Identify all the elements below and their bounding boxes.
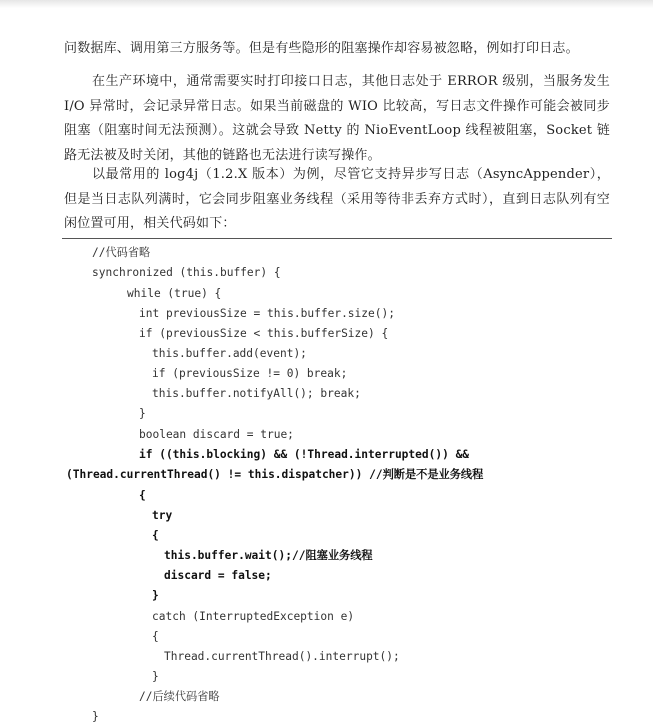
code-line-3: while (true) { — [127, 287, 222, 300]
code-line-9: } — [139, 407, 146, 420]
paragraph-2: 在生产环境中，通常需要实时打印接口日志，其他日志处于 ERROR 级别，当服务发生 I/O 异常时，会记录异常日志。如果当前磁盘的 WIO 比较高，写日志文件操作可能会被同步阻塞（阻塞时间无法预测）。这就会导致 Netty 的 NioEventLoop 线程被阻塞，Socket 链路无法被及时关闭，其他的链路也无法进行读写操作。 — [64, 74, 610, 163]
code-line-5: if (previousSize < this.bufferSize) { — [139, 327, 389, 340]
code-line-20: { — [152, 630, 159, 643]
code-line-2: synchronized (this.buffer) { — [92, 266, 281, 279]
code-line-24: } — [92, 710, 99, 723]
paragraph-3: 以最常用的 log4j（1.2.X 版本）为例，尽管它支持异步写日志（AsyncAppender），但是当日志队列满时，它会同步阻塞业务线程（采用等待非丢弃方式时），直到日志队列有空闲位置可用，相关代码如下： — [64, 167, 610, 231]
code-line-19: catch (InterruptedException e) — [152, 610, 355, 623]
code-line-22: } — [152, 670, 159, 683]
code-line-14: try — [152, 509, 173, 522]
code-line-4: int previousSize = this.buffer.size(); — [139, 307, 395, 320]
code-line-23: //后续代码省略 — [139, 690, 220, 703]
paragraph-1: 问数据库、调用第三方服务等。但是有些隐形的阻塞操作却容易被忽略，例如打印日志。 — [64, 41, 579, 56]
code-line-10: boolean discard = true; — [139, 428, 294, 441]
code-line-16: this.buffer.wait();//阻塞业务线程 — [164, 549, 373, 562]
code-line-6: this.buffer.add(event); — [152, 347, 307, 360]
code-line-11: if ((this.blocking) && (!Thread.interrupted()) && — [139, 448, 470, 461]
code-line-12: (Thread.currentThread() != this.dispatcher)) //判断是不是业务线程 — [66, 468, 484, 481]
code-line-8: this.buffer.notifyAll(); break; — [152, 387, 361, 400]
code-line-7: if (previousSize != 0) break; — [152, 367, 348, 380]
code-line-1: //代码省略 — [92, 246, 151, 259]
code-line-17: discard = false; — [164, 569, 272, 582]
code-line-13: { — [139, 489, 146, 502]
code-line-18: } — [152, 589, 159, 602]
code-line-21: Thread.currentThread().interrupt(); — [164, 650, 400, 663]
code-line-15: { — [152, 529, 159, 542]
